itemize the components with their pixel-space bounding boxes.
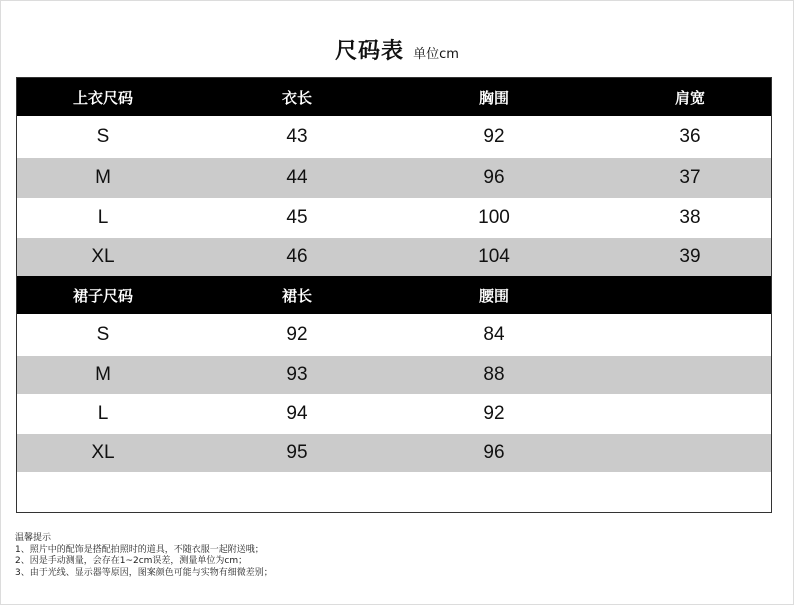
table-cell: XL [91, 442, 115, 463]
table-cell: 88 [483, 364, 505, 385]
header-cell: 裙长 [281, 287, 312, 305]
header-cell: 肩宽 [674, 89, 705, 107]
title-unit: 单位cm [413, 47, 459, 62]
table-cell: 43 [286, 126, 308, 147]
table-cell: 96 [483, 442, 505, 463]
tips-section [15, 533, 273, 579]
table-cell: 100 [478, 207, 510, 228]
header-cell: 裙子尺码 [72, 287, 133, 305]
table-row [17, 394, 771, 434]
table-row [17, 314, 771, 356]
table-row [17, 198, 771, 238]
table-cell: 92 [483, 403, 505, 424]
table-cell: XL [91, 246, 115, 267]
table-cell: 37 [679, 167, 701, 188]
table-row [17, 434, 771, 472]
tip-item: 3、由于光线、显示器等原因，图案颜色可能与实物有细微差别； [15, 567, 273, 578]
table-cell: 95 [286, 442, 308, 463]
table-row [17, 158, 771, 198]
table-cell: S [96, 324, 110, 345]
header-cell: 衣长 [281, 89, 312, 107]
table-cell: L [97, 403, 109, 424]
header-cell [650, 276, 730, 314]
skirt-header-row [17, 276, 771, 314]
table-cell: 46 [286, 246, 308, 267]
table-cell: 84 [483, 324, 505, 345]
table-cell: 39 [679, 246, 701, 267]
header-cell: 上衣尺码 [72, 89, 133, 107]
table-cell: M [95, 364, 111, 385]
table-row [17, 238, 771, 276]
table-cell: 92 [483, 126, 505, 147]
top-header-row [17, 78, 771, 116]
table-cell: 45 [286, 207, 308, 228]
table-cell: 94 [286, 403, 308, 424]
table-cell: 93 [286, 364, 308, 385]
table-cell: S [96, 126, 110, 147]
table-cell: L [97, 207, 109, 228]
table-cell: 36 [679, 126, 701, 147]
table-cell: 44 [286, 167, 308, 188]
table-row [17, 116, 771, 158]
table-cell: 38 [679, 207, 701, 228]
table-cell: 104 [478, 246, 510, 267]
page-title [0, 34, 794, 65]
tip-item: 2、因是手动测量，会存在1~2cm误差，测量单位为cm； [15, 556, 248, 566]
table-cell: 96 [483, 167, 505, 188]
table-cell [650, 394, 730, 434]
table-cell [650, 356, 730, 394]
table-cell: M [95, 167, 111, 188]
header-cell: 腰围 [478, 287, 509, 305]
table-cell [650, 434, 730, 472]
table-row [17, 356, 771, 394]
tips-heading: 温馨提示 [15, 533, 52, 543]
title-main: 尺码表 [335, 39, 405, 64]
table-cell [650, 314, 730, 356]
size-table [16, 77, 772, 513]
tip-item: 1、照片中的配饰是搭配拍照时的道具，不随衣服一起附送哦； [15, 544, 264, 555]
header-cell: 胸围 [478, 89, 509, 107]
table-cell: 92 [286, 324, 308, 345]
